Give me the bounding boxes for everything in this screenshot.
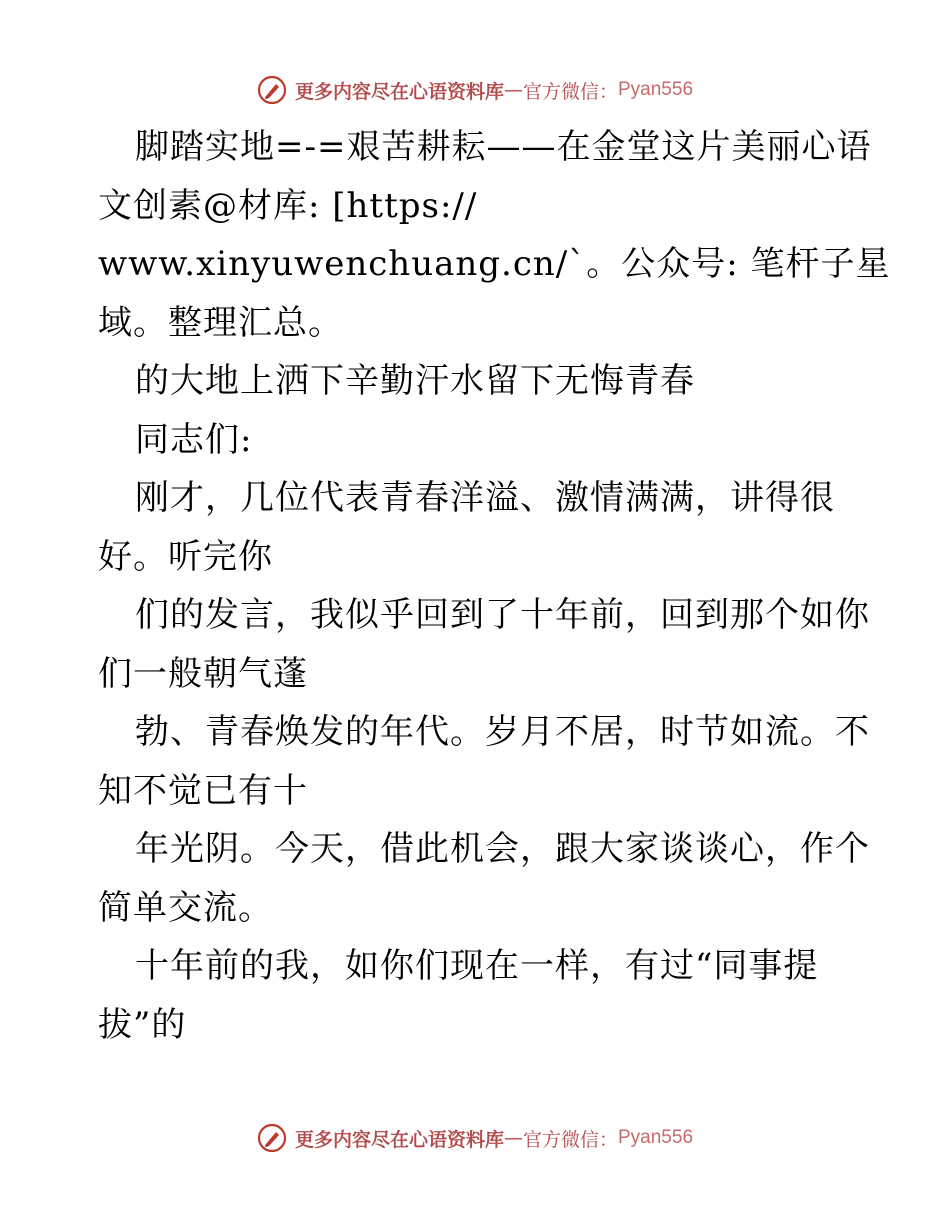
banner-separator: — — [503, 79, 523, 101]
body-line: 知不觉已有十 — [98, 770, 308, 811]
body-line: 们的发言，我似乎回到了十年前，回到那个如你 — [135, 595, 870, 635]
body-line: 简单交流。 — [98, 887, 273, 928]
body-line: 同志们: — [135, 419, 253, 460]
body-line: 好。听完你 — [98, 536, 273, 577]
banner-brand: 更多内容尽在心语资料库 — [294, 80, 504, 103]
banner-brand: 更多内容尽在心语资料库 — [294, 1128, 504, 1151]
pen-logo-icon — [257, 75, 287, 105]
header-banner — [0, 72, 950, 108]
body-line: 拔”的 — [98, 1004, 187, 1045]
banner-wechat-label: 官方微信： — [522, 1128, 618, 1151]
body-line: 们一般朝气蓬 — [98, 653, 308, 694]
body-line: 域。整理汇总。 — [98, 302, 343, 343]
pen-logo-icon — [257, 1123, 287, 1153]
body-line: 的大地上洒下辛勤汗水留下无悔青春 — [135, 361, 695, 401]
banner-wechat-label: 官方微信： — [522, 80, 618, 103]
body-line: 年光阴。今天，借此机会，跟大家谈谈心，作个 — [135, 829, 870, 869]
body-line: 脚踏实地=-=艰苦耕耘——在金堂这片美丽心语 — [135, 127, 872, 167]
body-line: 勃、青春焕发的年代。岁月不居，时节如流。不 — [135, 712, 870, 752]
banner-wechat-id: Pyan556 — [618, 79, 694, 100]
body-line: 十年前的我，如你们现在一样，有过“同事提 — [135, 946, 819, 986]
banner-separator: — — [503, 1127, 523, 1149]
document-body — [98, 118, 898, 1054]
footer-banner — [0, 1120, 950, 1156]
body-line: 文创素@材库: [https:// — [98, 185, 478, 226]
banner-wechat-id: Pyan556 — [618, 1127, 694, 1148]
body-line: 刚才，几位代表青春洋溢、激情满满，讲得很 — [135, 478, 835, 518]
body-line: www.xinyuwenchuang.cn/`。公众号: 笔杆子星 — [98, 244, 891, 284]
